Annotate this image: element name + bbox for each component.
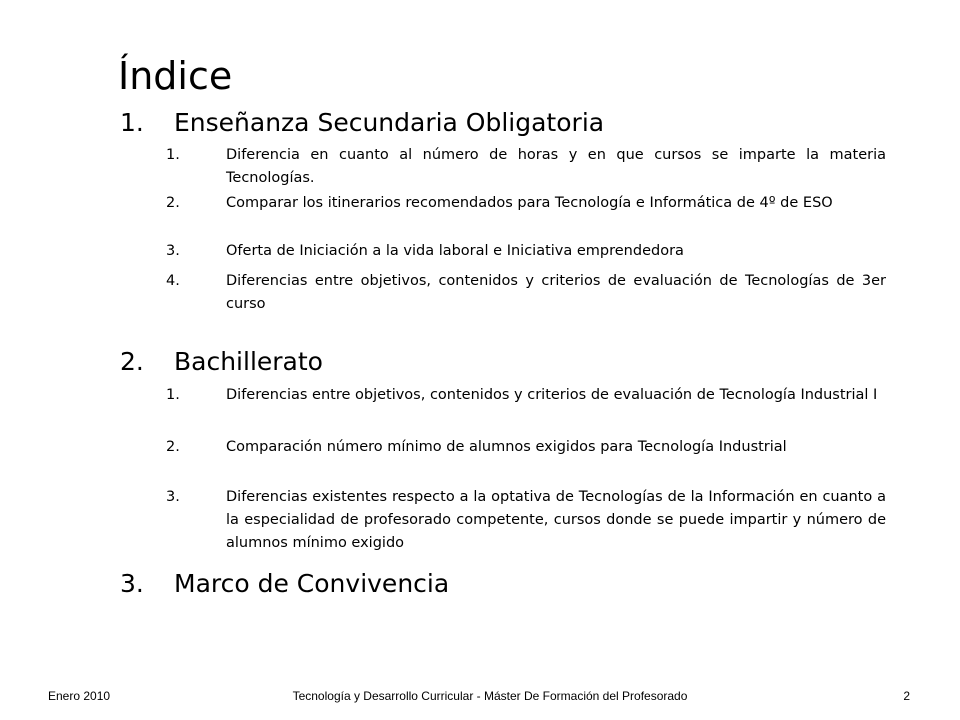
list-item — [166, 436, 886, 459]
list-item — [166, 270, 886, 316]
item-text: Diferencia en cuanto al número de horas y en que cursos se imparte la materia Tecnologías. — [226, 147, 886, 186]
list-item — [166, 384, 886, 407]
section-3 — [120, 568, 449, 600]
page-number: 2 — [903, 689, 910, 703]
list-item — [166, 486, 886, 555]
item-text: Comparar los itinerarios recomendados para Tecnología e Informática de 4º de ESO — [226, 195, 833, 211]
section-label: Marco de Convivencia — [174, 569, 450, 598]
item-text: Comparación número mínimo de alumnos exigidos para Tecnología Industrial — [226, 439, 787, 455]
section-label: Bachillerato — [174, 347, 323, 376]
item-number: 1. — [166, 387, 180, 403]
section-number: 1. — [120, 108, 144, 137]
slide-title: Índice — [118, 54, 233, 98]
item-text: Diferencias existentes respecto a la optativa de Tecnologías de la Información en cuanto a la especialidad de profesorado competente, cursos donde se puede impartir y número de alumnos mínimo exigido — [226, 489, 886, 551]
item-number: 3. — [166, 243, 180, 259]
item-text: Diferencias entre objetivos, contenidos y criterios de evaluación de Tecnología Industrial I — [226, 387, 878, 403]
item-text: Diferencias entre objetivos, contenidos y criterios de evaluación de Tecnologías de 3er curso — [226, 273, 886, 312]
footer-title: Tecnología y Desarrollo Curricular - Máster De Formación del Profesorado — [292, 689, 688, 703]
item-number: 4. — [166, 273, 180, 289]
section-1 — [120, 107, 604, 139]
section-number: 2. — [120, 347, 144, 376]
list-item — [166, 240, 886, 263]
section-number: 3. — [120, 569, 144, 598]
footer-date: Enero 2010 — [48, 689, 111, 703]
item-number: 3. — [166, 489, 180, 505]
item-number: 2. — [166, 195, 180, 211]
section-2 — [120, 346, 323, 378]
list-item — [166, 192, 886, 215]
item-number: 2. — [166, 439, 180, 455]
item-number: 1. — [166, 147, 180, 163]
list-item — [166, 144, 886, 190]
item-text: Oferta de Iniciación a la vida laboral e Iniciativa emprendedora — [226, 243, 684, 259]
section-label: Enseñanza Secundaria Obligatoria — [174, 108, 605, 137]
